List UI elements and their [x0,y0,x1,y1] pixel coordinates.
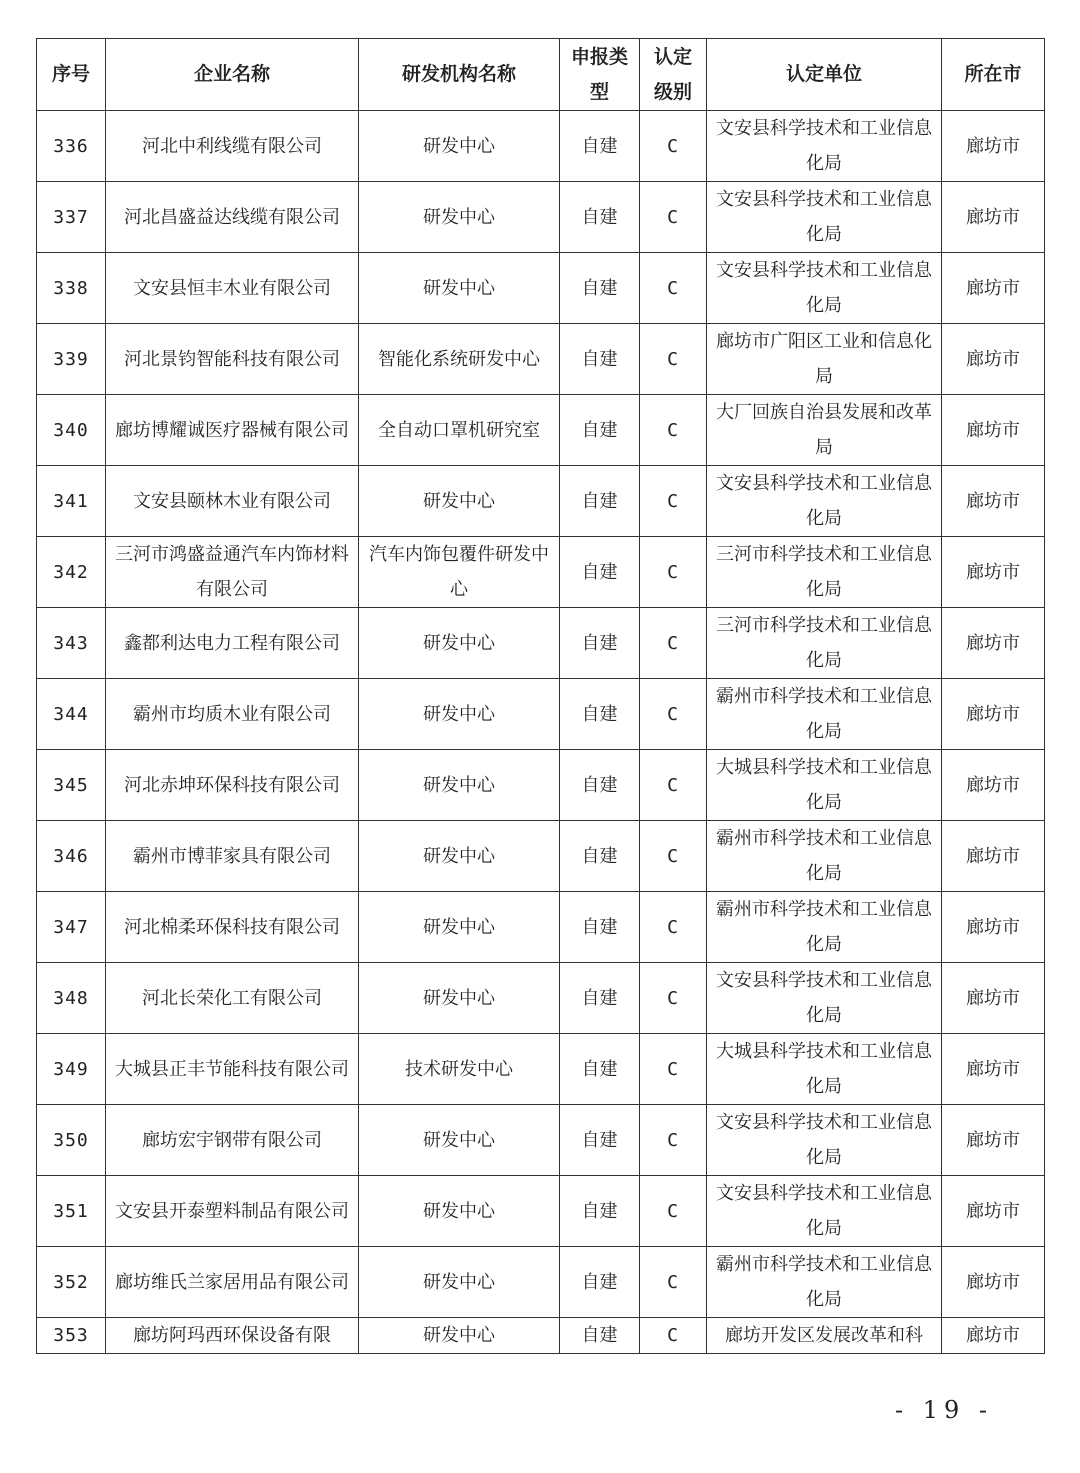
cell-unit: 三河市科学技术和工业信息化局 [707,537,942,608]
cell-seq: 341 [37,466,106,537]
cell-level: C [640,466,707,537]
cell-seq: 339 [37,324,106,395]
cell-seq: 336 [37,111,106,182]
cell-level: C [640,111,707,182]
cell-seq: 352 [37,1247,106,1318]
table-row [37,963,1045,1034]
cell-company: 河北景钧智能科技有限公司 [106,324,359,395]
table-row [37,395,1045,466]
cell-unit: 文安县科学技术和工业信息化局 [707,466,942,537]
cell-company: 文安县恒丰木业有限公司 [106,253,359,324]
table-row [37,537,1045,608]
table-row [37,253,1045,324]
table-row [37,679,1045,750]
cell-unit: 廊坊开发区发展改革和科 [707,1318,942,1354]
cell-rd-org: 研发中心 [359,182,560,253]
cell-level: C [640,963,707,1034]
cell-unit: 霸州市科学技术和工业信息化局 [707,821,942,892]
cell-level: C [640,1034,707,1105]
page-number: - 19 - [895,1396,994,1424]
cell-level: C [640,821,707,892]
table-row [37,1105,1045,1176]
cell-company: 廊坊宏宇钢带有限公司 [106,1105,359,1176]
cell-seq: 353 [37,1318,106,1354]
cell-seq: 348 [37,963,106,1034]
cell-rd-org: 研发中心 [359,608,560,679]
cell-apply-type: 自建 [560,1176,640,1247]
table-row [37,821,1045,892]
cell-city: 廊坊市 [942,608,1045,679]
cell-rd-org: 智能化系统研发中心 [359,324,560,395]
cell-city: 廊坊市 [942,253,1045,324]
cell-apply-type: 自建 [560,1034,640,1105]
cell-apply-type: 自建 [560,111,640,182]
cell-apply-type: 自建 [560,324,640,395]
cell-apply-type: 自建 [560,253,640,324]
cell-apply-type: 自建 [560,1105,640,1176]
cell-level: C [640,892,707,963]
cell-city: 廊坊市 [942,1247,1045,1318]
cell-city: 廊坊市 [942,1105,1045,1176]
cell-seq: 337 [37,182,106,253]
table-row [37,750,1045,821]
cell-level: C [640,679,707,750]
cell-apply-type: 自建 [560,679,640,750]
cell-unit: 文安县科学技术和工业信息化局 [707,1176,942,1247]
cell-apply-type: 自建 [560,182,640,253]
cell-rd-org: 研发中心 [359,111,560,182]
cell-seq: 351 [37,1176,106,1247]
cell-city: 廊坊市 [942,963,1045,1034]
cell-unit: 霸州市科学技术和工业信息化局 [707,1247,942,1318]
cell-company: 河北中利线缆有限公司 [106,111,359,182]
cell-rd-org: 研发中心 [359,1176,560,1247]
cell-seq: 340 [37,395,106,466]
cell-apply-type: 自建 [560,466,640,537]
cell-unit: 大城县科学技术和工业信息化局 [707,750,942,821]
cell-rd-org: 研发中心 [359,750,560,821]
cell-level: C [640,1247,707,1318]
cell-unit: 文安县科学技术和工业信息化局 [707,963,942,1034]
cell-level: C [640,324,707,395]
table-row [37,324,1045,395]
cell-seq: 343 [37,608,106,679]
header-company: 企业名称 [106,39,359,111]
cell-apply-type: 自建 [560,608,640,679]
cell-unit: 大厂回族自治县发展和改革局 [707,395,942,466]
cell-rd-org: 技术研发中心 [359,1034,560,1105]
cell-unit: 三河市科学技术和工业信息化局 [707,608,942,679]
cell-unit: 廊坊市广阳区工业和信息化局 [707,324,942,395]
header-level: 认定级别 [640,39,707,111]
cell-city: 廊坊市 [942,750,1045,821]
cell-rd-org: 全自动口罩机研究室 [359,395,560,466]
cell-company: 文安县开泰塑料制品有限公司 [106,1176,359,1247]
cell-company: 河北棉柔环保科技有限公司 [106,892,359,963]
cell-city: 廊坊市 [942,821,1045,892]
cell-rd-org: 研发中心 [359,466,560,537]
header-city: 所在市 [942,39,1045,111]
cell-city: 廊坊市 [942,537,1045,608]
cell-apply-type: 自建 [560,750,640,821]
cell-level: C [640,182,707,253]
cell-unit: 霸州市科学技术和工业信息化局 [707,679,942,750]
cell-apply-type: 自建 [560,395,640,466]
cell-company: 鑫都利达电力工程有限公司 [106,608,359,679]
cell-seq: 338 [37,253,106,324]
cell-seq: 350 [37,1105,106,1176]
cell-city: 廊坊市 [942,679,1045,750]
cell-rd-org: 研发中心 [359,253,560,324]
cell-level: C [640,253,707,324]
cell-city: 廊坊市 [942,1318,1045,1354]
cell-company: 文安县颐林木业有限公司 [106,466,359,537]
table-row [37,466,1045,537]
table-row [37,111,1045,182]
cell-apply-type: 自建 [560,821,640,892]
cell-company: 廊坊维氏兰家居用品有限公司 [106,1247,359,1318]
table-row [37,1247,1045,1318]
cell-rd-org: 研发中心 [359,1318,560,1354]
cell-city: 廊坊市 [942,324,1045,395]
header-apply-type: 申报类型 [560,39,640,111]
cell-company: 大城县正丰节能科技有限公司 [106,1034,359,1105]
cell-seq: 349 [37,1034,106,1105]
cell-company: 霸州市均质木业有限公司 [106,679,359,750]
cell-level: C [640,1176,707,1247]
table-row [37,1034,1045,1105]
cell-rd-org: 研发中心 [359,1105,560,1176]
cell-level: C [640,608,707,679]
cell-rd-org: 汽车内饰包覆件研发中心 [359,537,560,608]
table-row [37,1318,1045,1354]
cell-level: C [640,1105,707,1176]
enterprise-rd-table [36,38,1045,1354]
cell-level: C [640,1318,707,1354]
cell-seq: 342 [37,537,106,608]
cell-company: 河北长荣化工有限公司 [106,963,359,1034]
cell-seq: 345 [37,750,106,821]
cell-unit: 霸州市科学技术和工业信息化局 [707,892,942,963]
header-unit: 认定单位 [707,39,942,111]
table-row [37,182,1045,253]
cell-level: C [640,395,707,466]
cell-seq: 344 [37,679,106,750]
cell-city: 廊坊市 [942,182,1045,253]
cell-unit: 文安县科学技术和工业信息化局 [707,1105,942,1176]
cell-company: 廊坊阿玛西环保设备有限 [106,1318,359,1354]
cell-apply-type: 自建 [560,537,640,608]
cell-rd-org: 研发中心 [359,821,560,892]
table-row [37,892,1045,963]
cell-apply-type: 自建 [560,1318,640,1354]
cell-city: 廊坊市 [942,1034,1045,1105]
cell-apply-type: 自建 [560,963,640,1034]
cell-rd-org: 研发中心 [359,963,560,1034]
cell-level: C [640,537,707,608]
cell-apply-type: 自建 [560,892,640,963]
cell-unit: 大城县科学技术和工业信息化局 [707,1034,942,1105]
header-rd-org: 研发机构名称 [359,39,560,111]
cell-seq: 347 [37,892,106,963]
cell-unit: 文安县科学技术和工业信息化局 [707,182,942,253]
table-header-row [37,39,1045,111]
cell-company: 廊坊博耀诚医疗器械有限公司 [106,395,359,466]
cell-level: C [640,750,707,821]
cell-unit: 文安县科学技术和工业信息化局 [707,253,942,324]
cell-rd-org: 研发中心 [359,892,560,963]
cell-city: 廊坊市 [942,892,1045,963]
cell-city: 廊坊市 [942,1176,1045,1247]
cell-company: 河北昌盛益达线缆有限公司 [106,182,359,253]
cell-seq: 346 [37,821,106,892]
cell-rd-org: 研发中心 [359,1247,560,1318]
table-row [37,608,1045,679]
cell-apply-type: 自建 [560,1247,640,1318]
cell-company: 霸州市博菲家具有限公司 [106,821,359,892]
header-seq: 序号 [37,39,106,111]
cell-city: 廊坊市 [942,466,1045,537]
table-row [37,1176,1045,1247]
cell-rd-org: 研发中心 [359,679,560,750]
cell-city: 廊坊市 [942,111,1045,182]
cell-company: 河北赤坤环保科技有限公司 [106,750,359,821]
cell-unit: 文安县科学技术和工业信息化局 [707,111,942,182]
cell-city: 廊坊市 [942,395,1045,466]
cell-company: 三河市鸿盛益通汽车内饰材料有限公司 [106,537,359,608]
